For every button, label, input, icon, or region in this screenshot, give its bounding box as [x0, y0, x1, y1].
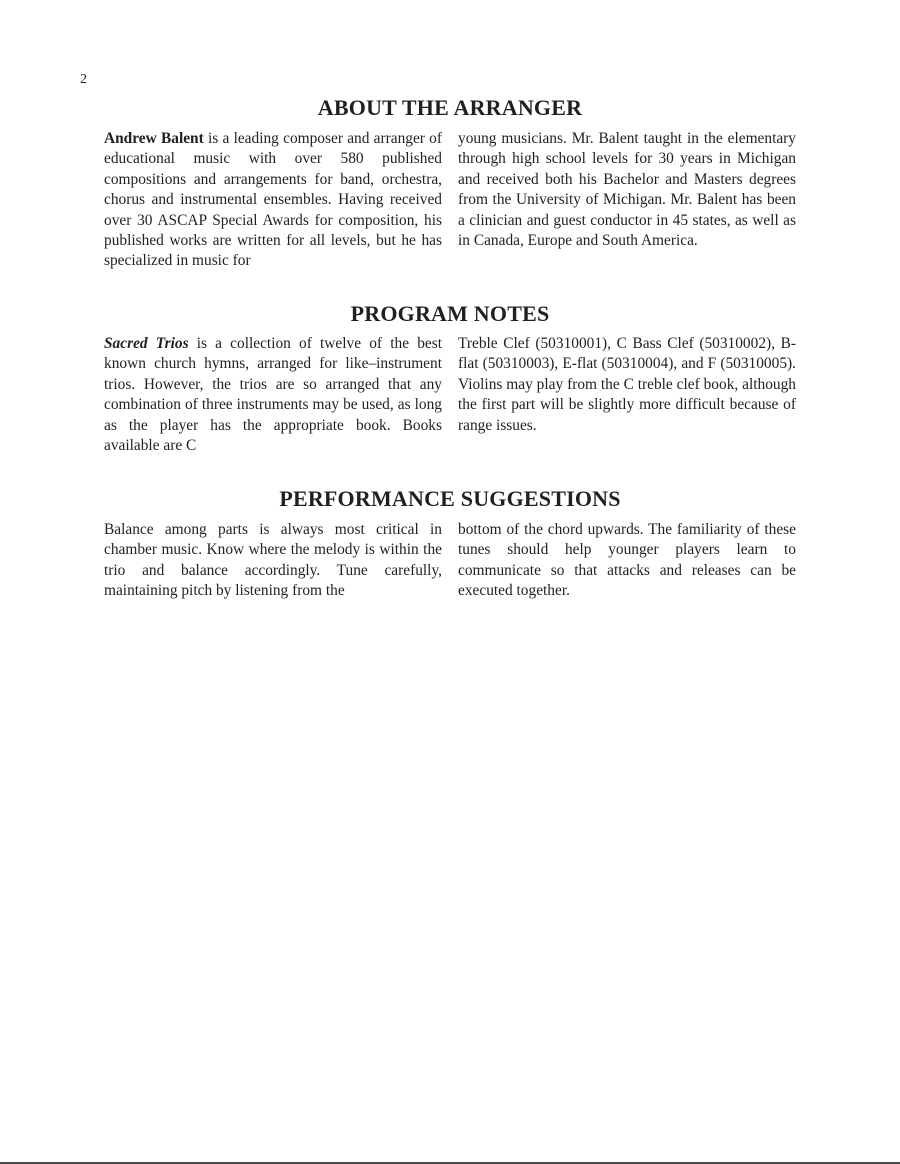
- program-notes-heading: PROGRAM NOTES: [350, 301, 550, 326]
- about-arranger-text-right: young musicians. Mr. Balent taught in the elementary through high school levels for 30 years in Michigan and received both his Bachelor and Masters degrees from the University of Michigan. Mr. Balent has been a clinician and guest conductor in 45 states, as well as in Canada, Europe and South America.: [458, 130, 796, 250]
- program-notes-left-column: [104, 334, 442, 456]
- about-arranger-heading: ABOUT THE ARRANGER: [317, 95, 583, 120]
- about-arranger-body: [104, 129, 796, 272]
- arranger-name: Andrew Balent: [104, 130, 204, 147]
- collection-title: Sacred Trios: [104, 335, 189, 352]
- about-arranger-paragraph-left: [104, 129, 442, 272]
- program-notes-text-right: Treble Clef (50310001), C Bass Clef (50310002), B-flat (50310003), E-flat (50310004), and F (50310005). Violins may play from the C treble clef book, although the first part will be slightly more difficult because of range issues.: [458, 335, 796, 434]
- program-notes-text-left: is a collection of twelve of the best known church hymns, arranged for like–instrument trios. However, the trios are so arranged that any combination of three instruments may be used, as long as the player has the appropriate book. Books available are C: [104, 335, 442, 455]
- performance-suggestions-heading: PERFORMANCE SUGGESTIONS: [279, 486, 621, 511]
- performance-suggestions-left-column: [104, 520, 442, 602]
- program-notes-body: [104, 334, 796, 456]
- performance-suggestions-right-column: [458, 520, 796, 602]
- performance-suggestions-text-right: bottom of the chord upwards. The familiarity of these tunes should help younger players learn to communicate so that attacks and releases can be executed together.: [458, 521, 796, 600]
- program-notes-right-column: [458, 334, 796, 456]
- about-arranger-left-column: [104, 129, 442, 272]
- about-arranger-right-column: [458, 129, 796, 272]
- performance-suggestions-body: [104, 520, 796, 602]
- program-notes-paragraph-left: [104, 334, 442, 456]
- performance-suggestions-text-left: Balance among parts is always most critical in chamber music. Know where the melody is within the trio and balance accordingly. Tune carefully, maintaining pitch by listening from the: [104, 521, 442, 600]
- page-number: 2: [80, 72, 87, 87]
- about-arranger-text-left: is a leading composer and arranger of educational music with over 580 published compositions and arrangements for band, orchestra, chorus and instrumental ensembles. Having received over 30 ASCAP Special Awards for composition, his published works are written for all levels, but he has specialized in music for: [104, 130, 442, 270]
